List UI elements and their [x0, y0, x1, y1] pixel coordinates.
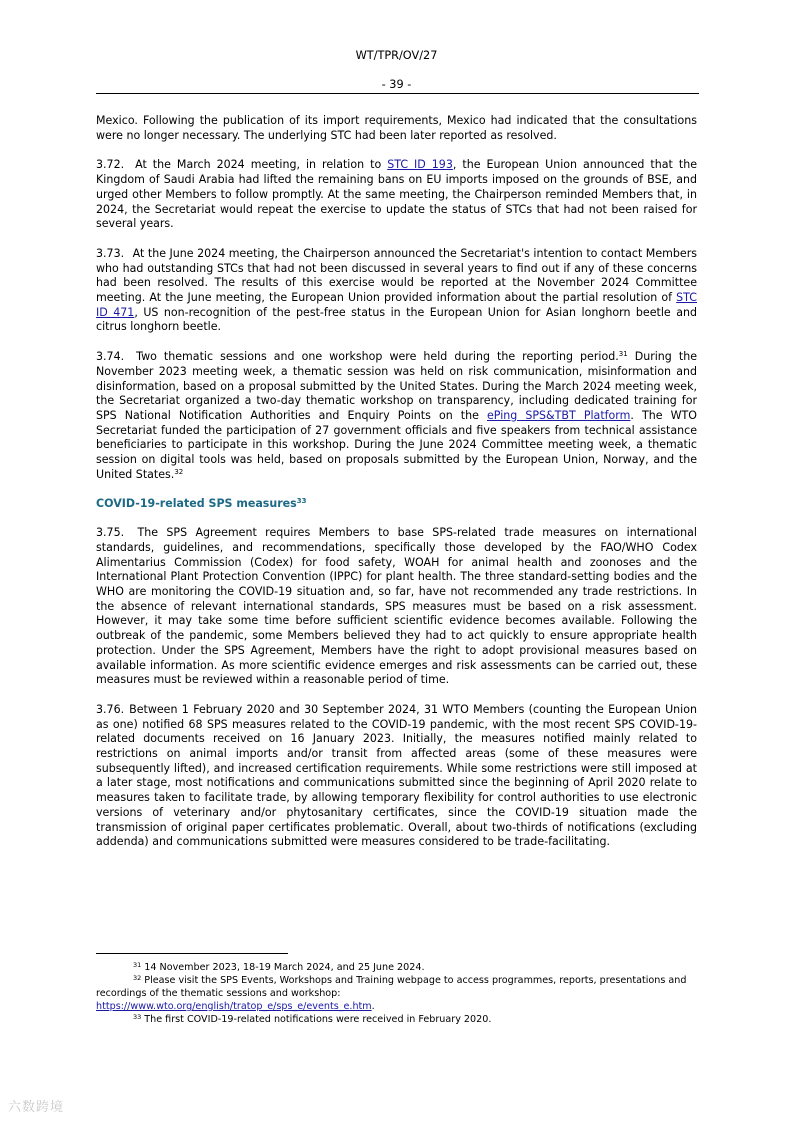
paragraph-3-73 [96, 247, 697, 335]
footnote-mark: 31 [133, 961, 142, 969]
paragraph-text: At the June 2024 meeting, the Chairperson announced the Secretariat's intention to contact Members who had outstanding STCs that had not been discussed in several years to find out if any of these concerns had been resolved. The results of this exercise would be reported at the November 2024 Committee meeting. At the June meeting, the European Union provided information about the partial resolution of [96, 246, 697, 305]
paragraph-text: The SPS Agreement requires Members to base SPS-related trade measures on international standards, guidelines, and recommendations, specifically those developed by the FAO/WHO Codex Alimentarius Commission (Codex) for food safety, WOAH for animal health and zoonoses and the International Plant Protection Convention (IPPC) for plant health. The three standard-setting bodies and the WHO are monitoring the COVID-19 situation and, so far, have not recommended any trade restrictions. In the absence of relevant international standards, SPS measures must be based on a risk assessment. However, it may take some time before sufficient scientific evidence becomes available. Following the outbreak of the pandemic, some Members believed they had to act quickly to ensure appropriate health protection. Under the SPS Agreement, Members have the right to adopt provisional measures based on available information. As more scientific evidence emerges and risk assessments can be carried out, these measures must be reviewed within a reasonable period of time. [96, 526, 697, 687]
footnote-32 [96, 974, 697, 1013]
document-body [96, 114, 697, 865]
footnote-mark: 32 [133, 974, 142, 982]
paragraph-3-74 [96, 350, 697, 482]
footnote-mark: 33 [133, 1013, 142, 1021]
paragraph-text: Between 1 February 2020 and 30 September 2024, 31 WTO Members (counting the European Union as one) notified 68 SPS measures related to the COVID-19 pandemic, with the most recent SPS COVID-19-related documents received on 16 January 2023. Initially, the measures notified mainly related to restrictions on animal imports and/or transit from affected areas (some of these measures were subsequently lifted), and increased certification requirements. While some restrictions were still imposed at a later stage, most notifications and communications submitted since the beginning of April 2020 relate to measures taken to facilitate trade, by allowing temporary flexibility for control authorities to use electronic versions of veterinary and/or phytosanitary certificates, since the COVID-19 situation made the transmission of original paper certificates problematic. Overall, about two-thirds of notifications (excluding addenda) and communications submitted were measures considered to be trade-facilitating. [96, 702, 697, 849]
footnote-ref-31[interactable]: 31 [618, 350, 628, 359]
paragraph-text: , US non-recognition of the pest-free status in the European Union for Asian longhorn beetle and citrus longhorn beetle. [96, 305, 697, 334]
sps-events-link[interactable]: https://www.wto.org/english/tratop_e/sps_e/events_e.htm [96, 1001, 372, 1012]
footnotes [96, 961, 697, 1026]
section-title: COVID-19-related SPS measures [96, 497, 297, 511]
footnote-31 [96, 961, 697, 974]
paragraph-text: Mexico. Following the publication of its import requirements, Mexico had indicated that the consultations were no longer necessary. The underlying STC had been later reported as resolved. [96, 114, 697, 142]
footnote-ref-33[interactable]: 33 [296, 497, 307, 506]
header-divider [96, 93, 699, 94]
stc-471-link[interactable]: STC ID 471 [96, 291, 697, 319]
eping-platform-link[interactable]: ePing SPS&TBT Platform [487, 408, 631, 422]
paragraph-3-75 [96, 526, 697, 688]
paragraph-number: 3.73. [96, 246, 125, 260]
footnote-ref-32[interactable]: 32 [174, 467, 184, 476]
footnote-text: The first COVID-19-related notifications were received in February 2020. [144, 1014, 492, 1025]
paragraph-3-72 [96, 158, 697, 232]
paragraph-text: At the March 2024 meeting, in relation to [135, 158, 388, 172]
paragraph-text: During the November 2023 meeting week, a thematic session was held on risk communication, misinformation and disinformation, based on a proposal submitted by the United States. During the March 2024 meeting week, the Secretariat organized a two-day thematic workshop on transparency, including dedicated training for SPS National Notification Authorities and Enquiry Points on the [96, 350, 697, 422]
paragraph-continuation [96, 114, 697, 143]
paragraph-number: 3.76. [96, 702, 125, 716]
section-heading [96, 497, 697, 512]
paragraph-text: , the European Union announced that the Kingdom of Saudi Arabia had lifted the remaining bans on EU imports imposed on the grounds of BSE, and urged other Members to follow promptly. At the same meeting, the Chairperson reminded Members that, in 2024, the Secretariat would repeat the exercise to update the status of STCs that had not been raised for several years. [96, 158, 697, 231]
footnote-text: Please visit the SPS Events, Workshops and Training webpage to access programmes, reports, presentations and recordings of the thematic sessions and workshop: [96, 975, 687, 999]
paragraph-text: . The WTO Secretariat funded the participation of 27 government officials and five speakers from technical assistance beneficiaries to participate in this workshop. During the June 2024 Committee meeting week, a thematic session on digital tools was held, based on proposals submitted by the European Union, Norway, and the United States. [96, 408, 697, 481]
page-number: - 39 - [381, 78, 412, 91]
paragraph-number: 3.75. [96, 526, 125, 540]
footnote-33 [96, 1013, 697, 1026]
paragraph-3-76 [96, 703, 697, 850]
footnote-tail: . [371, 1001, 375, 1012]
stc-193-link[interactable]: STC ID 193 [387, 158, 453, 172]
document-code: WT/TPR/OV/27 [355, 49, 438, 62]
watermark-logo: 六数跨境 [8, 1100, 65, 1115]
footnote-text: 14 November 2023, 18-19 March 2024, and 25 June 2024. [144, 962, 425, 973]
paragraph-number: 3.74. [96, 350, 125, 364]
paragraph-text: Two thematic sessions and one workshop were held during the reporting period. [136, 350, 619, 364]
footnote-divider [96, 953, 288, 954]
paragraph-number: 3.72. [96, 158, 125, 172]
